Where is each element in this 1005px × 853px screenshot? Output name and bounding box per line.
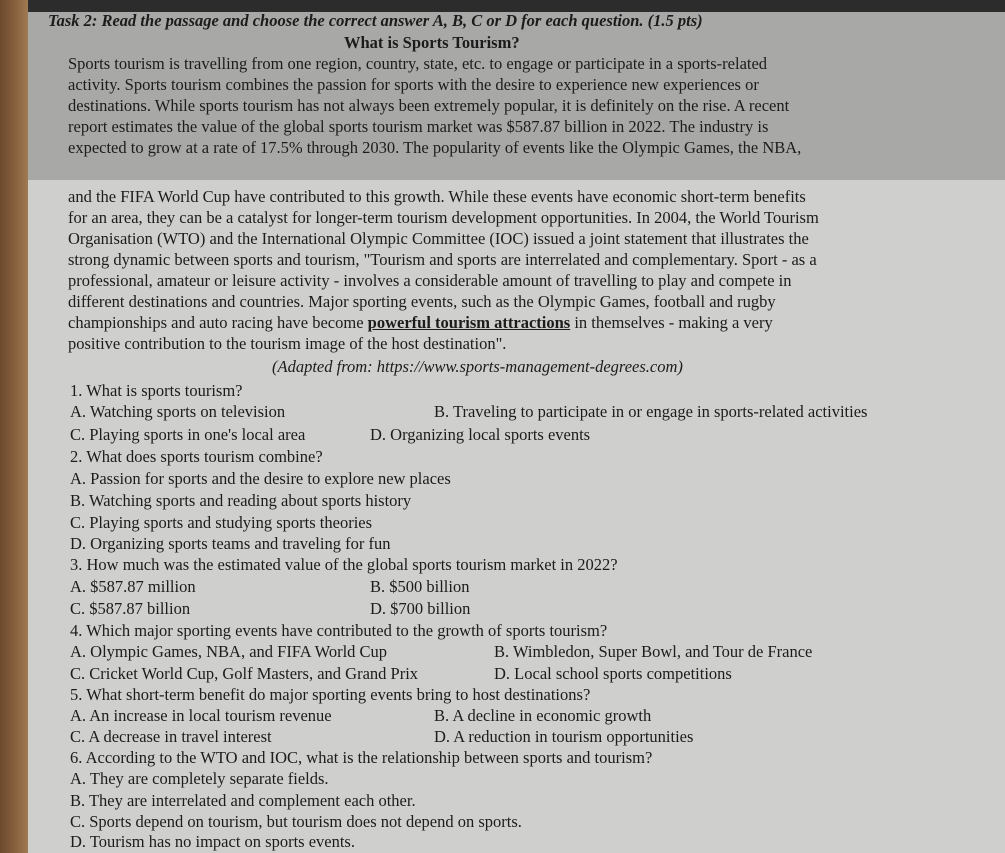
underlined-phrase: powerful tourism attractions	[367, 313, 571, 332]
question-3-option-a: A. $587.87 million	[70, 577, 196, 596]
question-6-option-d: D. Tourism has no impact on sports events.	[70, 832, 355, 851]
question-4-stem: 4. Which major sporting events have contributed to the growth of sports tourism?	[70, 621, 608, 640]
question-2-stem: 2. What does sports tourism combine?	[70, 447, 323, 466]
question-5-stem: 5. What short-term benefit do major sporting events bring to host destinations?	[70, 685, 591, 704]
passage-line: different destinations and countries. Major sporting events, such as the Olympic Games, football and rugby	[68, 292, 776, 311]
source-citation: (Adapted from: https://www.sports-management-degrees.com)	[272, 357, 683, 376]
passage-line: report estimates the value of the global sports tourism market was $587.87 billion in 2022. The industry is	[68, 117, 769, 136]
passage-line: positive contribution to the tourism image of the host destination".	[68, 334, 507, 353]
question-5-option-c: C. A decrease in travel interest	[70, 727, 272, 746]
task-heading: Task 2: Read the passage and choose the correct answer A, B, C or D for each question. (1.5 pts)	[48, 11, 703, 30]
passage-line: Organisation (WTO) and the International Olympic Committee (IOC) issued a joint statement that illustrates the	[68, 229, 809, 248]
question-6-option-b: B. They are interrelated and complement each other.	[70, 791, 416, 810]
passage-line: activity. Sports tourism combines the passion for sports with the desire to experience new experiences or	[68, 75, 759, 94]
question-6-option-a: A. They are completely separate fields.	[70, 769, 329, 788]
passage-line: for an area, they can be a catalyst for longer-term tourism development opportunities. In 2004, the World Tourism	[68, 208, 819, 227]
passage-line: destinations. While sports tourism has not always been extremely popular, it is definitely on the rise. A recent	[68, 96, 790, 115]
passage-line: professional, amateur or leisure activity - involves a considerable amount of travelling to play and compete in	[68, 271, 792, 290]
question-5-option-d: D. A reduction in tourism opportunities	[434, 727, 694, 746]
question-3-option-c: C. $587.87 billion	[70, 599, 191, 618]
passage-paragraph-bottom	[68, 186, 819, 354]
question-2-option-d: D. Organizing sports teams and traveling for fun	[70, 534, 391, 553]
passage-line: strong dynamic between sports and tourism, "Tourism and sports are interrelated and complementary. Sport - as a	[68, 250, 817, 269]
question-2-option-a: A. Passion for sports and the desire to explore new places	[70, 469, 451, 488]
wood-table-edge	[0, 0, 28, 853]
question-3-stem: 3. How much was the estimated value of the global sports tourism market in 2022?	[70, 555, 618, 574]
passage-title: What is Sports Tourism?	[344, 33, 520, 52]
question-6-option-c: C. Sports depend on tourism, but tourism does not depend on sports.	[70, 812, 522, 831]
question-6-stem: 6. According to the WTO and IOC, what is the relationship between sports and tourism?	[70, 748, 653, 767]
question-5-option-a: A. An increase in local tourism revenue	[70, 706, 332, 725]
question-1-option-b: B. Traveling to participate in or engage in sports-related activities	[434, 402, 868, 421]
line-text: championships and auto racing have become	[68, 313, 368, 332]
question-1-option-a: A. Watching sports on television	[70, 402, 286, 421]
question-4-option-d: D. Local school sports competitions	[494, 664, 732, 683]
line-text: in themselves - making a very	[570, 313, 773, 332]
question-2-option-b: B. Watching sports and reading about sports history	[70, 491, 412, 510]
passage-line: Sports tourism is travelling from one region, country, state, etc. to engage or participate in a sports-related	[68, 54, 768, 73]
passage-line-underlined	[68, 312, 819, 333]
passage-line: expected to grow at a rate of 17.5% through 2030. The popularity of events like the Olympic Games, the NBA,	[68, 138, 802, 157]
question-1-option-c: C. Playing sports in one's local area	[70, 425, 306, 444]
question-4-option-b: B. Wimbledon, Super Bowl, and Tour de France	[494, 642, 813, 661]
question-4-option-c: C. Cricket World Cup, Golf Masters, and Grand Prix	[70, 664, 419, 683]
question-5-option-b: B. A decline in economic growth	[434, 706, 652, 725]
question-3-option-d: D. $700 billion	[370, 599, 471, 618]
passage-line: and the FIFA World Cup have contributed to this growth. While these events have economic short-term benefits	[68, 187, 806, 206]
question-3-option-b: B. $500 billion	[370, 577, 470, 596]
question-4-option-a: A. Olympic Games, NBA, and FIFA World Cup	[70, 642, 388, 661]
passage-paragraph-top	[68, 53, 801, 158]
question-1-stem: 1. What is sports tourism?	[70, 381, 243, 400]
question-2-option-c: C. Playing sports and studying sports theories	[70, 513, 373, 532]
question-1-option-d: D. Organizing local sports events	[370, 425, 591, 444]
